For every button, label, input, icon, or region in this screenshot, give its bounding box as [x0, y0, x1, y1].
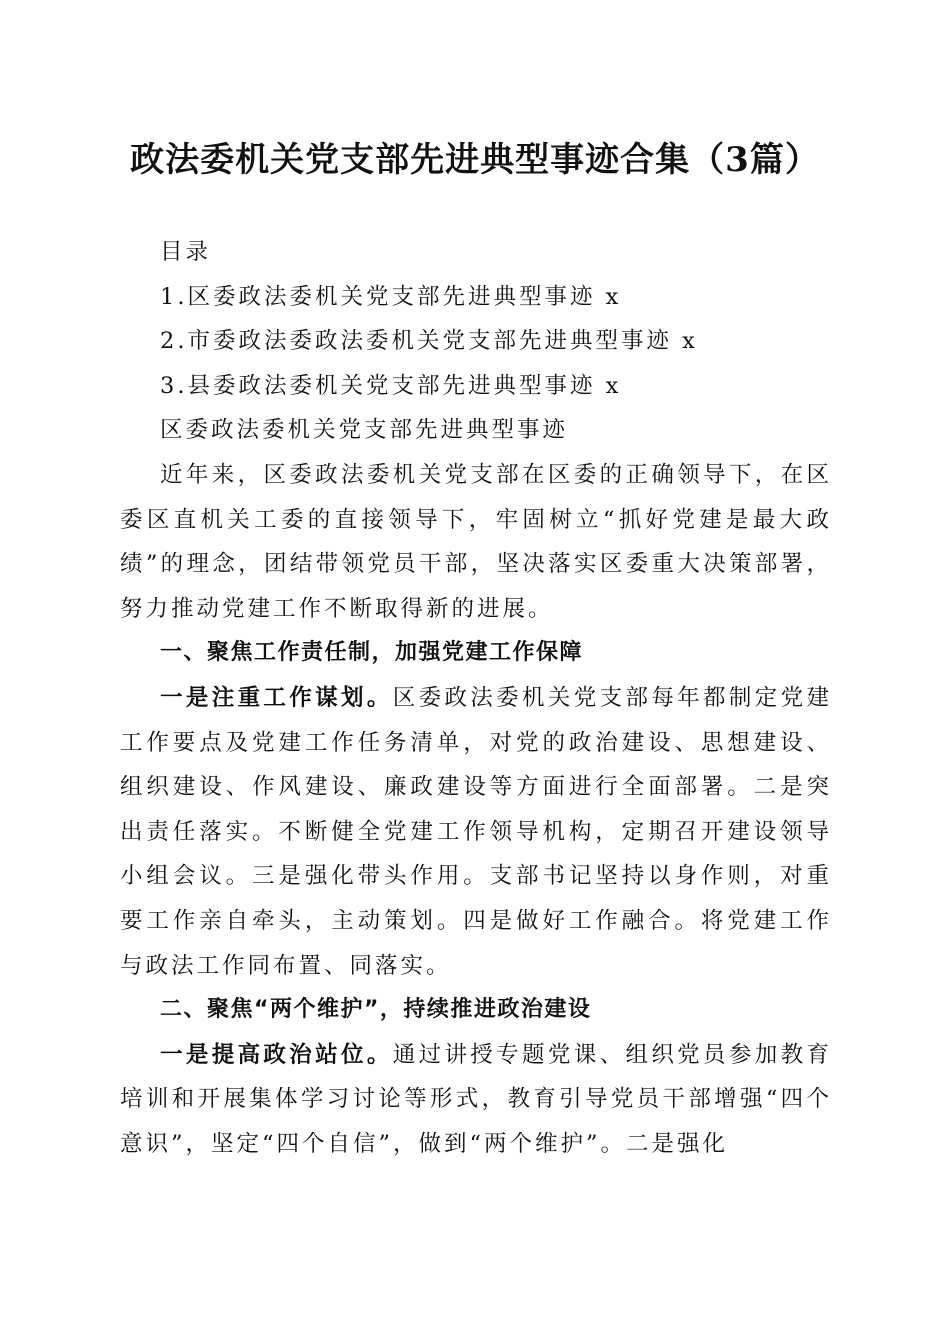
- section-2-heading: 二、聚焦“两个维护”，持续推进政治建设: [160, 997, 592, 1023]
- toc-label: 目录: [160, 239, 212, 265]
- toc-item-3: 3.县委政法委机关党支部先进典型事迹 x: [160, 372, 622, 399]
- section-2-lead: 一是提高政治站位。: [160, 1041, 393, 1068]
- section-1-body: 区委政法委机关党支部每年都制定党建工作要点及党建工作任务清单，对党的政治建设、思想建设、组织建设、作风建设、廉政建设等方面进行全面部署。二是突出责任落实。不断健全党建工作领导机构，定期召开建设领导小组会议。三是强化带头作用。支部书记坚持以身作则，对重要工作亲自牵头，主动策划。四是做好工作融合。将党建工作与政法工作同布置、同落实。: [120, 684, 832, 979]
- section-1-paragraph: [120, 676, 832, 988]
- intro-paragraph: 近年来，区委政法委机关党支部在区委的正确领导下，在区委区直机关工委的直接领导下，牢固树立“抓好党建是最大政绩”的理念，团结带领党员干部，坚决落实区委重大决策部署，努力推动党建工作不断取得新的进展。: [120, 461, 832, 622]
- section-1-heading: 一、聚焦工作责任制，加强党建工作保障: [160, 640, 584, 666]
- document-title: 政法委机关党支部先进典型事迹合集（3篇）: [130, 140, 820, 180]
- section-2-paragraph: [120, 1033, 832, 1167]
- document-body: [120, 230, 832, 1166]
- toc-item-2: 2.市委政法委政法委机关党支部先进典型事迹 x: [160, 328, 698, 355]
- toc-item-1: 1.区委政法委机关党支部先进典型事迹 x: [160, 283, 622, 310]
- article-title: 区委政法委机关党支部先进典型事迹: [160, 417, 569, 444]
- section-1-lead: 一是注重工作谋划。: [160, 684, 393, 711]
- section-2-body: 通过讲授专题党课、组织党员参加教育培训和开展集体学习讨论等形式，教育引导党员干部增强“四个意识”，坚定“四个自信”，做到“两个维护”。二是强化: [120, 1041, 832, 1157]
